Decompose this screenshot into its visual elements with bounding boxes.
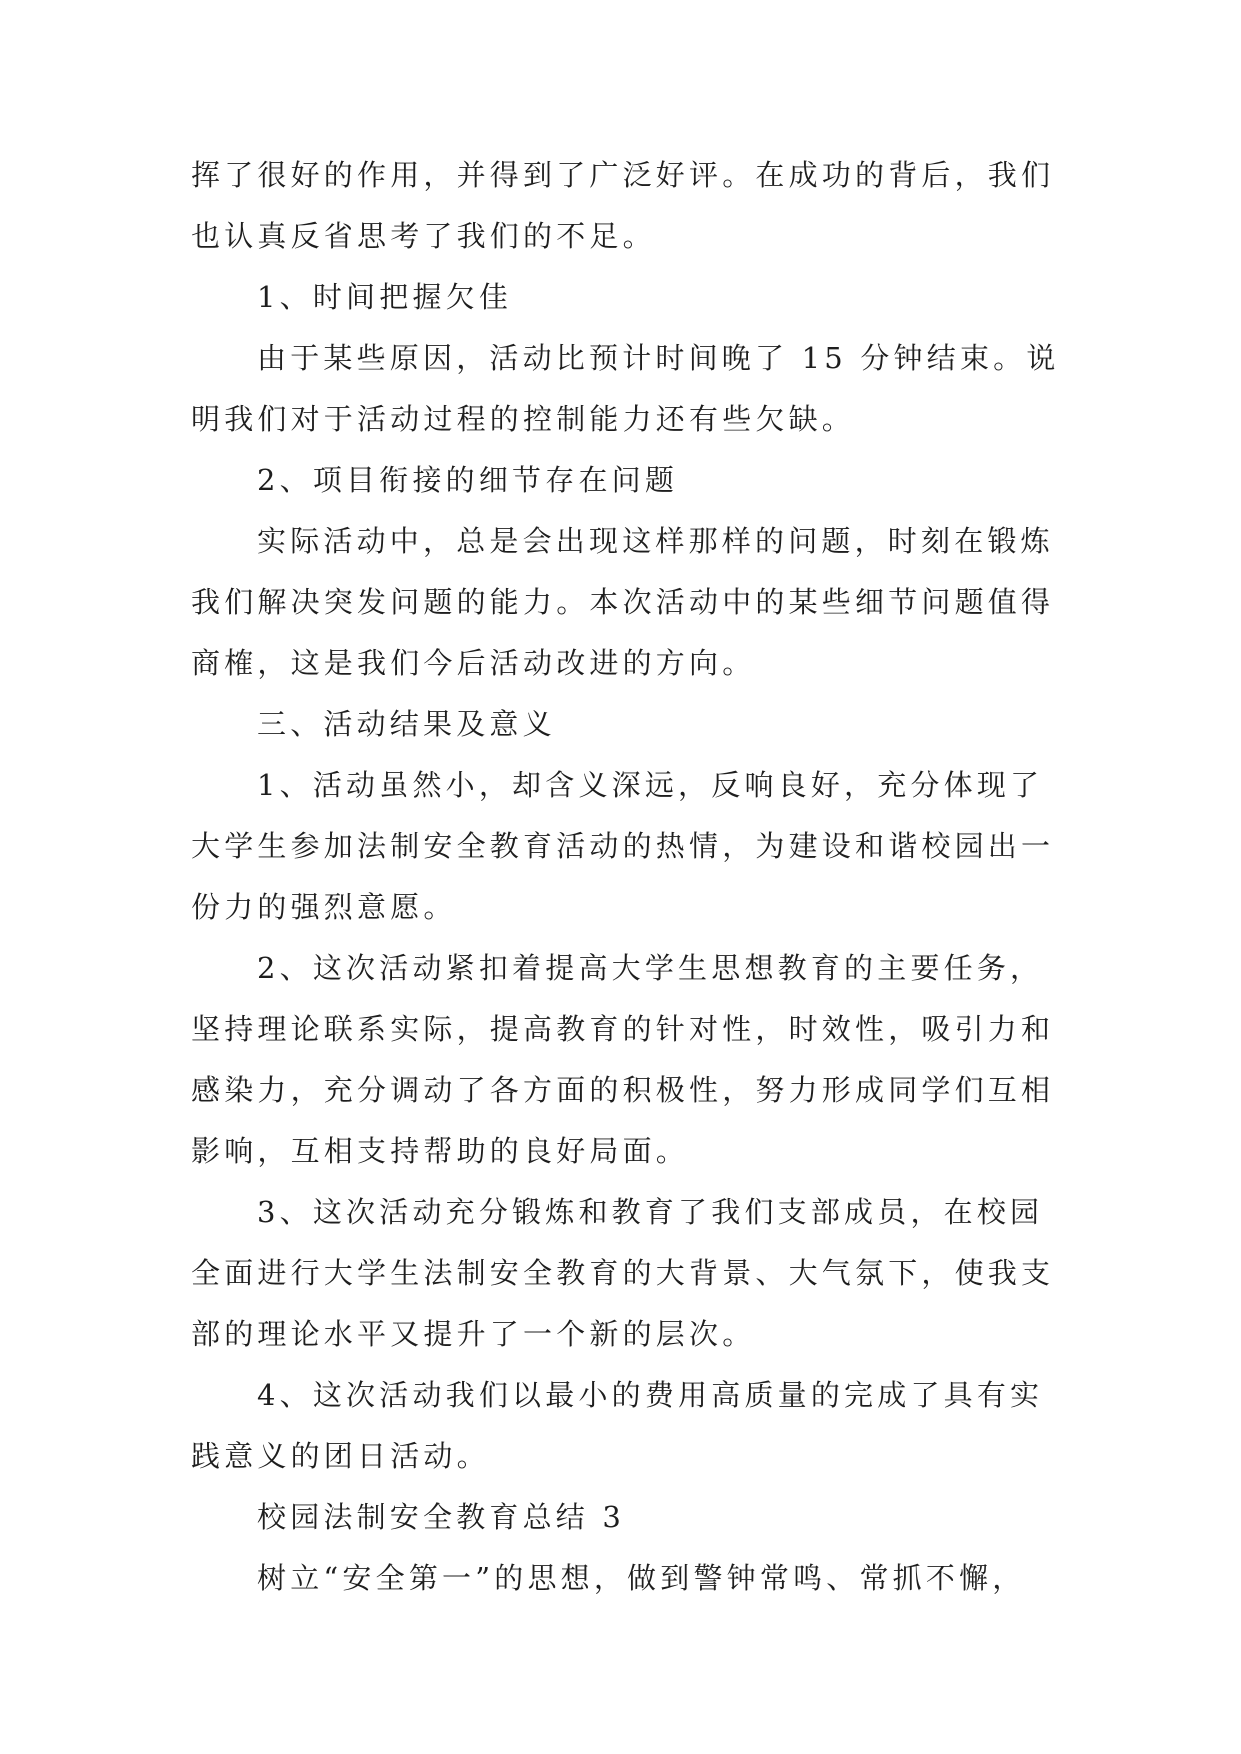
paragraph-line: 影响，互相支持帮助的良好局面。: [191, 1134, 690, 1168]
paragraph-line: 商榷，这是我们今后活动改进的方向。: [191, 646, 756, 680]
paragraph-line: 份力的强烈意愿。: [191, 890, 457, 924]
paragraph-line: 树立“安全第一”的思想，做到警钟常鸣、常抓不懈，: [257, 1561, 1026, 1595]
paragraph-line: 实际活动中，总是会出现这样那样的问题，时刻在锻炼: [257, 524, 1054, 558]
document-body: [191, 154, 1060, 1618]
paragraph-line: 由于某些原因，活动比预计时间晚了 15 分钟结束。说: [257, 341, 1060, 375]
paragraph-line: 3、这次活动充分锻炼和教育了我们支部成员，在校园: [257, 1195, 1044, 1229]
paragraph-line: 明我们对于活动过程的控制能力还有些欠缺。: [191, 402, 856, 436]
paragraph-line: 4、这次活动我们以最小的费用高质量的完成了具有实: [257, 1378, 1044, 1412]
section-heading: 三、活动结果及意义: [257, 707, 556, 741]
paragraph-line: 部的理论水平又提升了一个新的层次。: [191, 1317, 756, 1351]
paragraph-line: 也认真反省思考了我们的不足。: [191, 219, 656, 253]
document-section-title: 校园法制安全教育总结 3: [257, 1500, 626, 1534]
paragraph-line: 全面进行大学生法制安全教育的大背景、大气氛下，使我支: [191, 1256, 1055, 1290]
paragraph-line: 1、活动虽然小，却含义深远，反响良好，充分体现了: [257, 768, 1044, 802]
paragraph-line: 感染力，充分调动了各方面的积极性，努力形成同学们互相: [191, 1073, 1055, 1107]
paragraph-line: 挥了很好的作用，并得到了广泛好评。在成功的背后，我们: [191, 158, 1055, 192]
section-heading: 1、时间把握欠佳: [257, 280, 513, 314]
paragraph-line: 践意义的团日活动。: [191, 1439, 490, 1473]
paragraph-line: 我们解决突发问题的能力。本次活动中的某些细节问题值得: [191, 585, 1055, 619]
paragraph-line: 大学生参加法制安全教育活动的热情，为建设和谐校园出一: [191, 829, 1055, 863]
section-heading: 2、项目衔接的细节存在问题: [257, 463, 679, 497]
paragraph-line: 坚持理论联系实际，提高教育的针对性，时效性，吸引力和: [191, 1012, 1055, 1046]
paragraph-line: 2、这次活动紧扣着提高大学生思想教育的主要任务，: [257, 951, 1044, 985]
